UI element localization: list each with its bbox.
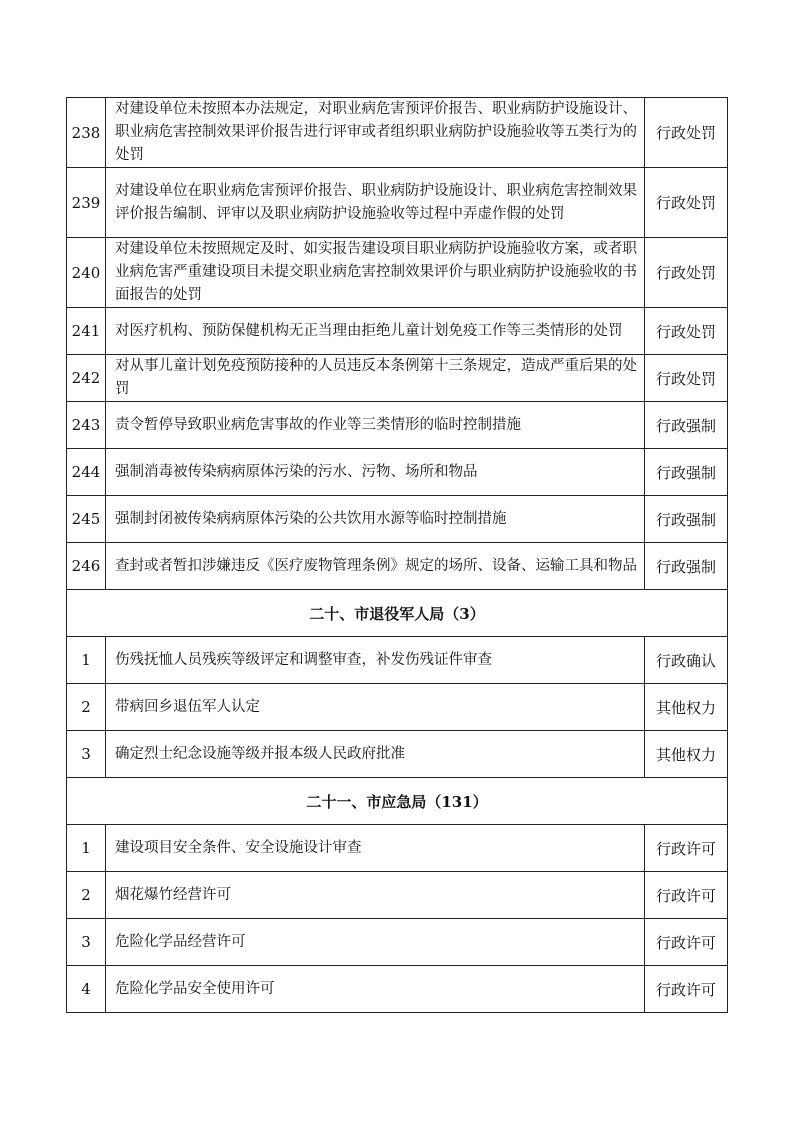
row-number: 239 xyxy=(67,168,106,238)
power-list-table xyxy=(66,97,728,1013)
power-category: 行政许可 xyxy=(645,825,728,872)
row-number: 241 xyxy=(67,308,106,355)
table-row xyxy=(67,449,728,496)
power-category: 行政许可 xyxy=(645,919,728,966)
power-category: 行政强制 xyxy=(645,496,728,543)
power-category: 行政强制 xyxy=(645,402,728,449)
item-description: 伤残抚恤人员残疾等级评定和调整审查，补发伤残证件审查 xyxy=(106,637,645,684)
power-category: 行政强制 xyxy=(645,543,728,590)
item-description: 对建设单位未按照规定及时、如实报告建设项目职业病防护设施验收方案，或者职业病危害严重建设项目未提交职业病危害控制效果评价与职业病防护设施验收的书面报告的处罚 xyxy=(106,238,645,308)
section-header-row xyxy=(67,590,728,637)
table-row xyxy=(67,168,728,238)
table-row xyxy=(67,731,728,778)
power-category: 行政处罚 xyxy=(645,308,728,355)
power-category: 行政处罚 xyxy=(645,355,728,402)
row-number: 242 xyxy=(67,355,106,402)
table-row xyxy=(67,637,728,684)
power-category: 行政处罚 xyxy=(645,238,728,308)
power-category: 其他权力 xyxy=(645,731,728,778)
table-row xyxy=(67,966,728,1013)
power-category: 行政许可 xyxy=(645,872,728,919)
item-description: 建设项目安全条件、安全设施设计审查 xyxy=(106,825,645,872)
table-row xyxy=(67,872,728,919)
row-number: 3 xyxy=(67,731,106,778)
item-description: 强制封闭被传染病病原体污染的公共饮用水源等临时控制措施 xyxy=(106,496,645,543)
section-title: 二十一、市应急局（131） xyxy=(67,778,728,825)
table-row xyxy=(67,543,728,590)
item-description: 查封或者暂扣涉嫌违反《医疗废物管理条例》规定的场所、设备、运输工具和物品 xyxy=(106,543,645,590)
row-number: 1 xyxy=(67,825,106,872)
table-row xyxy=(67,238,728,308)
table-row xyxy=(67,308,728,355)
power-category: 其他权力 xyxy=(645,684,728,731)
row-number: 238 xyxy=(67,98,106,168)
row-number: 246 xyxy=(67,543,106,590)
table-row xyxy=(67,355,728,402)
row-number: 240 xyxy=(67,238,106,308)
item-description: 危险化学品安全使用许可 xyxy=(106,966,645,1013)
power-category: 行政强制 xyxy=(645,449,728,496)
item-description: 危险化学品经营许可 xyxy=(106,919,645,966)
item-description: 烟花爆竹经营许可 xyxy=(106,872,645,919)
table-row xyxy=(67,825,728,872)
row-number: 2 xyxy=(67,872,106,919)
item-description: 带病回乡退伍军人认定 xyxy=(106,684,645,731)
item-description: 对医疗机构、预防保健机构无正当理由拒绝儿童计划免疫工作等三类情形的处罚 xyxy=(106,308,645,355)
row-number: 3 xyxy=(67,919,106,966)
row-number: 1 xyxy=(67,637,106,684)
row-number: 245 xyxy=(67,496,106,543)
section-header-row xyxy=(67,778,728,825)
row-number: 4 xyxy=(67,966,106,1013)
power-category: 行政许可 xyxy=(645,966,728,1013)
table-row xyxy=(67,98,728,168)
table-row xyxy=(67,496,728,543)
row-number: 244 xyxy=(67,449,106,496)
item-description: 确定烈士纪念设施等级并报本级人民政府批准 xyxy=(106,731,645,778)
item-description: 强制消毒被传染病病原体污染的污水、污物、场所和物品 xyxy=(106,449,645,496)
row-number: 2 xyxy=(67,684,106,731)
row-number: 243 xyxy=(67,402,106,449)
item-description: 对建设单位在职业病危害预评价报告、职业病防护设施设计、职业病危害控制效果评价报告编制、评审以及职业病防护设施验收等过程中弄虚作假的处罚 xyxy=(106,168,645,238)
table-row xyxy=(67,402,728,449)
table-row xyxy=(67,919,728,966)
item-description: 对从事儿童计划免疫预防接种的人员违反本条例第十三条规定，造成严重后果的处罚 xyxy=(106,355,645,402)
power-category: 行政确认 xyxy=(645,637,728,684)
item-description: 对建设单位未按照本办法规定，对职业病危害预评价报告、职业病防护设施设计、职业病危害控制效果评价报告进行评审或者组织职业病防护设施验收等五类行为的处罚 xyxy=(106,98,645,168)
section-title: 二十、市退役军人局（3） xyxy=(67,590,728,637)
power-category: 行政处罚 xyxy=(645,98,728,168)
item-description: 责令暂停导致职业病危害事故的作业等三类情形的临时控制措施 xyxy=(106,402,645,449)
power-category: 行政处罚 xyxy=(645,168,728,238)
table-row xyxy=(67,684,728,731)
